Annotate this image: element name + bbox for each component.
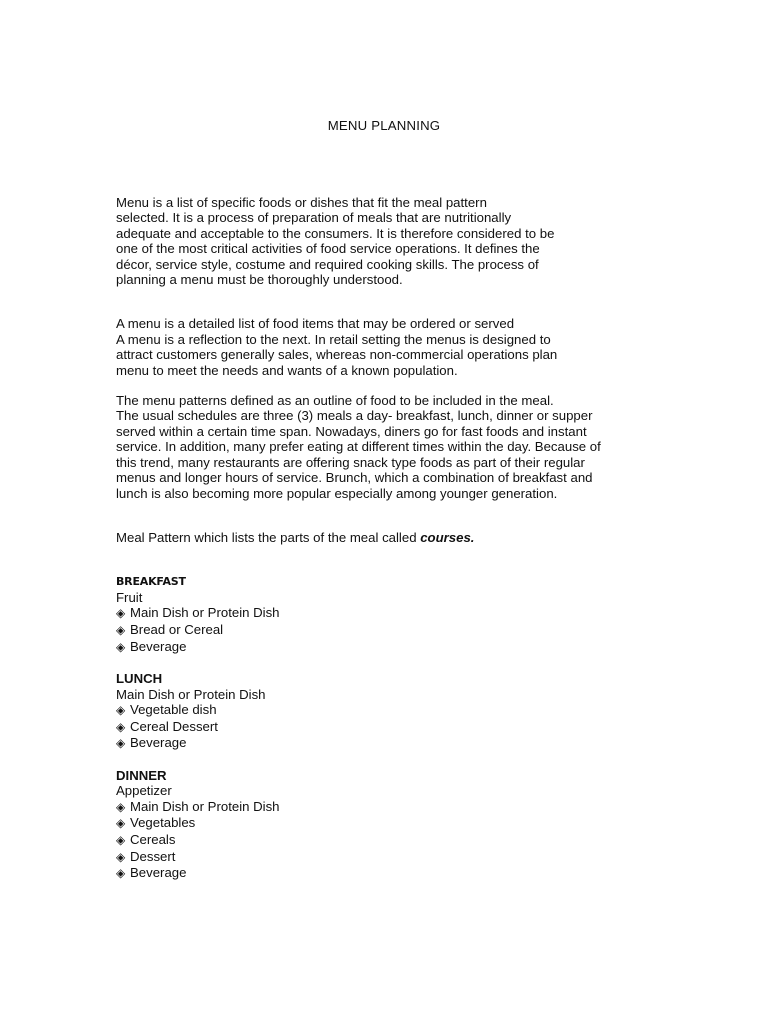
diamond-bullet-icon: ◈ [116, 799, 126, 814]
course-label: Vegetables [130, 815, 196, 831]
course-item [116, 735, 656, 752]
text-line: The menu patterns defined as an outline of food to be included in the meal. [116, 393, 554, 409]
diamond-bullet-icon: ◈ [116, 719, 126, 734]
diamond-bullet-icon: ◈ [116, 833, 126, 848]
course-label: Fruit [116, 589, 143, 605]
course-label: Dessert [130, 848, 176, 864]
course-label: Beverage [130, 638, 187, 654]
section-heading-dinner: DINNER [116, 767, 167, 783]
course-label: Main Dish or Protein Dish [116, 686, 266, 702]
diamond-bullet-icon: ◈ [116, 622, 126, 637]
course-label: Cereals [130, 832, 176, 848]
course-item [116, 865, 656, 882]
text-line: attract customers generally sales, whereas non-commercial operations plan [116, 347, 558, 363]
course-item [116, 783, 656, 799]
course-item [116, 849, 656, 866]
text-line: menu to meet the needs and wants of a known population. [116, 362, 458, 378]
course-label: Cereal Dessert [130, 718, 218, 734]
meal-pattern-emphasis: courses. [420, 529, 475, 545]
text-line: menus and longer hours of service. Brunch, which a combination of breakfast and [116, 470, 593, 486]
meal-section-dinner [116, 768, 656, 882]
text-line: A menu is a reflection to the next. In retail setting the menus is designed to [116, 331, 551, 347]
course-item [116, 590, 656, 606]
diamond-bullet-icon: ◈ [116, 816, 126, 831]
course-list [116, 590, 656, 655]
course-label: Main Dish or Protein Dish [130, 605, 280, 621]
paragraph-menu-patterns [116, 393, 656, 501]
course-item [116, 687, 656, 703]
text-line: lunch is also becoming more popular especially among younger generation. [116, 485, 558, 501]
section-heading-lunch: LUNCH [116, 671, 163, 687]
text-line: selected. It is a process of preparation of meals that are nutritionally [116, 210, 512, 226]
text-line: décor, service style, costume and required cooking skills. The process of [116, 256, 539, 272]
course-list [116, 687, 656, 752]
course-item [116, 799, 656, 816]
text-line: service. In addition, many prefer eating at different times within the day. Because of [116, 439, 601, 455]
course-item [116, 702, 656, 719]
course-item [116, 832, 656, 849]
text-line: Menu is a list of specific foods or dishes that fit the meal pattern [116, 195, 487, 210]
course-label: Bread or Cereal [130, 621, 224, 637]
diamond-bullet-icon: ◈ [116, 866, 126, 881]
diamond-bullet-icon: ◈ [116, 639, 126, 654]
course-item [116, 605, 656, 622]
text-line: this trend, many restaurants are offering snack type foods as part of their regular [116, 454, 585, 470]
course-label: Appetizer [116, 783, 172, 799]
diamond-bullet-icon: ◈ [116, 606, 126, 621]
diamond-bullet-icon: ◈ [116, 849, 126, 864]
diamond-bullet-icon: ◈ [116, 736, 126, 751]
text-line: adequate and acceptable to the consumers. It is therefore considered to be [116, 225, 555, 241]
course-item [116, 639, 656, 656]
course-list [116, 783, 656, 882]
course-item [116, 815, 656, 832]
meal-section-breakfast [116, 574, 656, 655]
course-item [116, 719, 656, 736]
course-label: Vegetable dish [130, 702, 217, 718]
text-line: planning a menu must be thoroughly understood. [116, 272, 403, 288]
meal-pattern-statement [116, 530, 656, 545]
document-body [116, 195, 656, 882]
text-line: A menu is a detailed list of food items that may be ordered or served [116, 316, 515, 332]
diamond-bullet-icon: ◈ [116, 703, 126, 718]
paragraph-menu-definition [116, 195, 656, 287]
text-line: The usual schedules are three (3) meals a day- breakfast, lunch, dinner or supper [116, 408, 593, 424]
text-line: served within a certain time span. Nowadays, diners go for fast foods and instant [116, 423, 587, 439]
paragraph-menu-list [116, 316, 656, 378]
section-heading-breakfast: BREAKFAST [116, 575, 186, 589]
page-title: MENU PLANNING [327, 118, 441, 133]
meal-pattern-intro: Meal Pattern which lists the parts of the meal called [116, 529, 421, 545]
course-label: Main Dish or Protein Dish [130, 798, 280, 814]
course-label: Beverage [130, 735, 187, 751]
meal-section-lunch [116, 671, 656, 752]
text-line: one of the most critical activities of food service operations. It defines the [116, 241, 540, 257]
course-label: Beverage [130, 865, 187, 881]
course-item [116, 622, 656, 639]
